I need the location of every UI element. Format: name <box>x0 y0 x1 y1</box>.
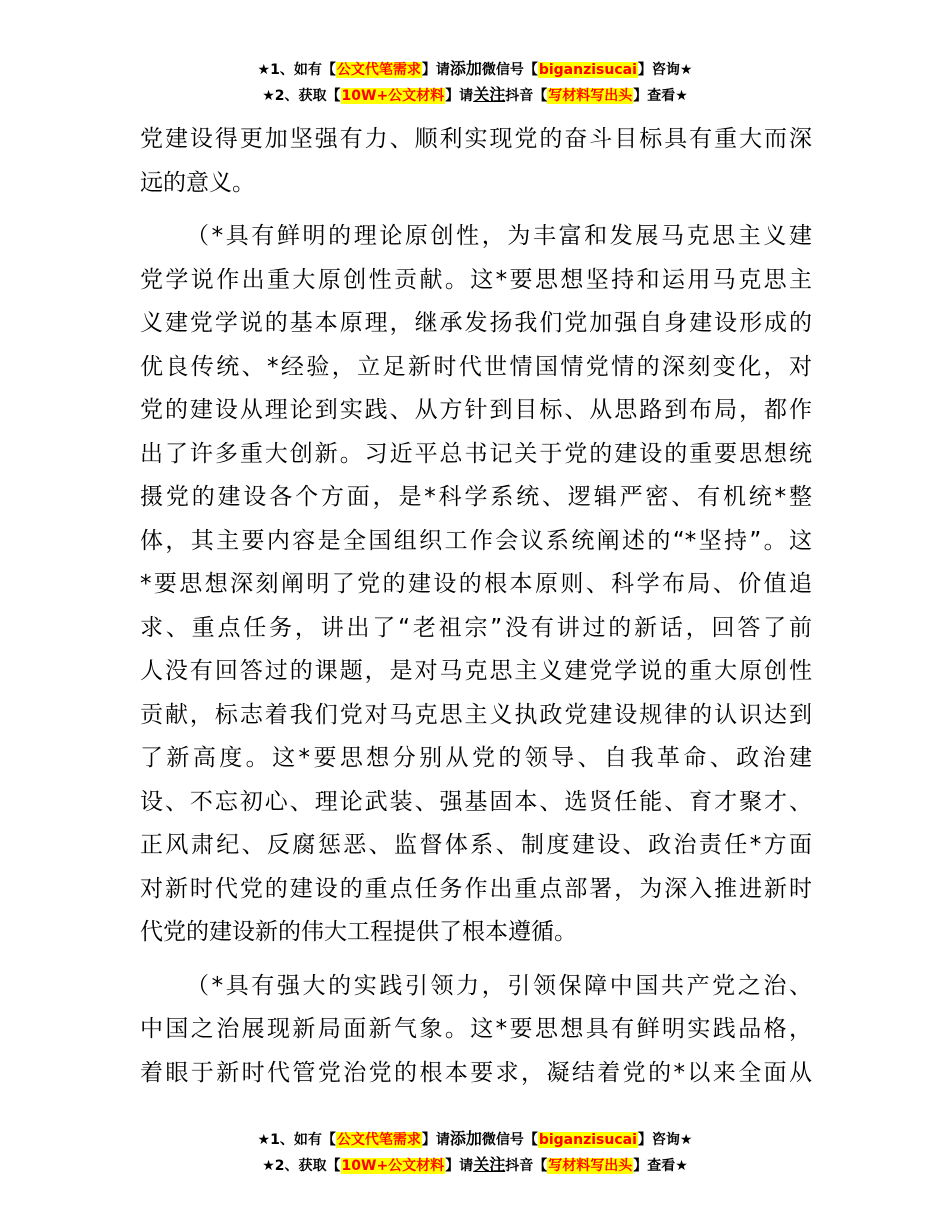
banner-wechat-id: biganzisucai <box>538 1132 637 1148</box>
banner-text: ★1、如有【 <box>257 1132 336 1148</box>
banner-emphasis: 关注 <box>473 1155 506 1174</box>
text-line: 远的意义。 <box>140 169 255 196</box>
banner-text: 微信号【 <box>481 1132 538 1148</box>
text-line: 贡献，标志着我们党对马克思主义执政党建设规律的认识达到 <box>140 701 812 728</box>
banner-text: 微信号【 <box>481 62 538 78</box>
banner-text: 】请 <box>445 1158 474 1174</box>
text-line: 出了许多重大创新。习近平总书记关于党的建设的重要思想统 <box>140 440 812 467</box>
text-line: 党学说作出重大原创性贡献。这*要思想坚持和运用马克思主 <box>140 266 812 293</box>
text-line: （*具有鲜明的理论原创性，为丰富和发展马克思主义建 <box>186 223 812 249</box>
text-line: 代党的建设新的伟大工程提供了根本遵循。 <box>140 919 577 945</box>
text-line: （*具有强大的实践引领力，引领保障中国共产党之治、 <box>186 972 812 999</box>
header-banner-line-1 <box>0 56 950 82</box>
banner-emphasis: 添加 <box>449 1129 482 1148</box>
text-line: 求、重点任务，讲出了“老祖宗”没有讲过的新话，回答了前 <box>140 614 812 641</box>
text-line: 体，其主要内容是全国组织工作会议系统阐述的“*坚持”。这 <box>140 527 812 554</box>
text-line: 党的建设从理论到实践、从方针到目标、从思路到布局，都作 <box>140 397 812 423</box>
text-line: 中国之治展现新局面新气象。这*要思想具有鲜明实践品格， <box>140 1016 812 1042</box>
text-line: 对新时代党的建设的重点任务作出重点部署，为深入推进新时 <box>140 875 812 902</box>
banner-text: ★1、如有【 <box>257 62 336 78</box>
banner-douyin-id: 写材料写出头 <box>548 1158 633 1174</box>
banner-text: 抖音【 <box>505 1158 548 1174</box>
banner-highlight: 公文代笔需求 <box>336 62 421 78</box>
paragraph-gap <box>140 205 812 215</box>
banner-highlight: 公文代笔需求 <box>336 1132 421 1148</box>
banner-text: 】咨询★ <box>637 1132 693 1148</box>
banner-highlight: 10W+公文材料 <box>341 88 445 104</box>
footer-banner-line-1 <box>0 1126 950 1152</box>
banner-text: ★2、获取【 <box>262 88 341 104</box>
banner-highlight: 10W+公文材料 <box>341 1158 445 1174</box>
text-line: 人没有回答过的课题，是对马克思主义建党学说的重大原创性 <box>140 658 812 684</box>
text-line: 义建党学说的基本原理，继承发扬我们党加强自身建设形成的 <box>140 310 812 336</box>
banner-text: 】查看★ <box>633 88 688 104</box>
banner-emphasis: 关注 <box>473 85 506 104</box>
banner-wechat-id: biganzisucai <box>538 62 637 78</box>
banner-text: 】查看★ <box>633 1158 688 1174</box>
footer-banner <box>0 1126 950 1178</box>
text-line: 了新高度。这*要思想分别从党的领导、自我革命、政治建 <box>140 745 812 771</box>
banner-text: 】请 <box>421 62 450 78</box>
banner-text: ★2、获取【 <box>262 1158 341 1174</box>
paragraph-gap <box>140 955 812 965</box>
header-banner <box>0 56 950 108</box>
banner-text: 】请 <box>421 1132 450 1148</box>
text-line: 正风肃纪、反腐惩恶、监督体系、制度建设、政治责任*方面 <box>140 832 812 858</box>
banner-text: 抖音【 <box>505 88 548 104</box>
text-line: 党建设得更加坚强有力、顺利实现党的奋斗目标具有重大而深 <box>140 126 812 152</box>
text-line: *要思想深刻阐明了党的建设的根本原则、科学布局、价值追 <box>140 571 812 597</box>
text-line: 着眼于新时代管党治党的根本要求，凝结着党的*以来全面从 <box>140 1059 812 1086</box>
text-line: 设、不忘初心、理论武装、强基固本、选贤任能、育才聚才、 <box>140 788 812 815</box>
document-body <box>140 118 812 1095</box>
text-line: 优良传统、*经验，立足新时代世情国情党情的深刻变化，对 <box>140 353 812 380</box>
banner-text: 】请 <box>445 88 474 104</box>
footer-banner-line-2 <box>0 1152 950 1178</box>
banner-emphasis: 添加 <box>449 59 482 78</box>
header-banner-line-2 <box>0 82 950 108</box>
banner-douyin-id: 写材料写出头 <box>548 88 633 104</box>
text-line: 摄党的建设各个方面，是*科学系统、逻辑严密、有机统*整 <box>140 484 813 510</box>
banner-text: 】咨询★ <box>637 62 693 78</box>
